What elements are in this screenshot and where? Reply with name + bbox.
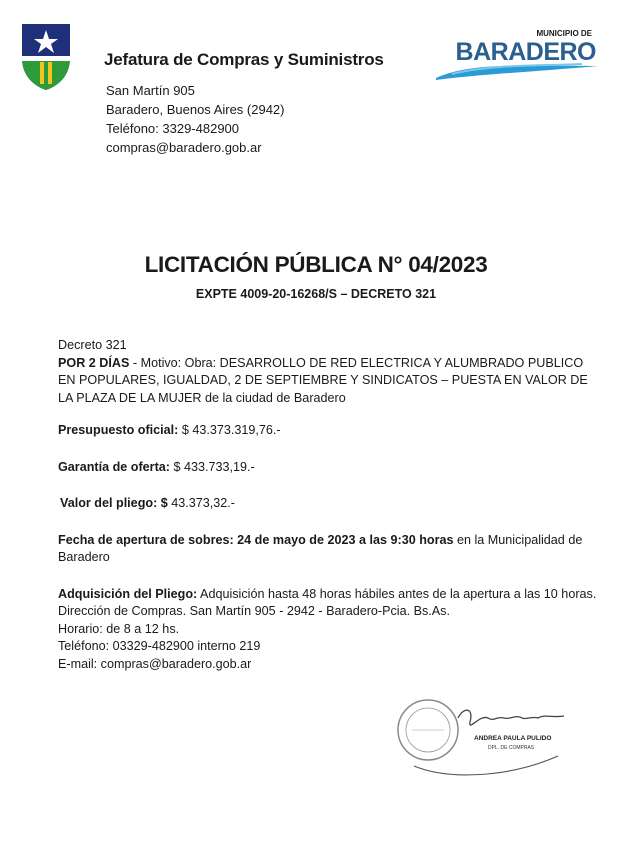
address-block [106, 81, 285, 157]
budget-value: $ 43.373.319,76.- [178, 423, 281, 437]
budget-line [58, 422, 603, 440]
opening-paragraph [58, 532, 603, 567]
decree-line: Decreto 321 [58, 338, 127, 352]
signer-name: ANDREA PAULA PULIDO [474, 735, 552, 742]
pliego-value-amount: 43.373,32.- [167, 496, 235, 510]
acquisition-email: E-mail: compras@baradero.gob.ar [58, 656, 252, 671]
acquisition-phone: Teléfono: 03329-482900 interno 219 [58, 639, 261, 653]
logo-small-text: MUNICIPIO DE [536, 29, 592, 38]
acquisition-text: Adquisición hasta 48 horas hábiles antes de la apertura a las 10 horas. [197, 586, 597, 601]
acquisition-label: Adquisición del Pliego: [58, 586, 198, 601]
opening-rest: en la Municipalidad de Baradero [58, 532, 583, 564]
signature-stamp [388, 688, 588, 788]
opening-label: Fecha de apertura de sobres: 24 de mayo de 2023 a las 9:30 horas [58, 532, 454, 547]
acquisition-office: Dirección de Compras. San Martín 905 - 2942 - Baradero-Pcia. Bs.As. [58, 604, 450, 618]
guarantee-value: $ 433.733,19.- [169, 459, 255, 474]
pliego-value-label: Valor del pliego: $ [60, 496, 168, 510]
motive-paragraph [58, 355, 603, 408]
acquisition-paragraph [58, 586, 603, 604]
guarantee-label: Garantía de oferta: [58, 459, 170, 474]
document-body [58, 337, 603, 673]
budget-label: Presupuesto oficial: [58, 423, 179, 437]
address-city: Baradero, Buenos Aires (2942) [106, 102, 285, 117]
logo-main-text: BARADERO [455, 38, 596, 66]
address-email: compras@baradero.gob.ar [106, 140, 262, 155]
days-label: POR 2 DÍAS [58, 355, 130, 370]
motive-text: - Motivo: Obra: DESARROLLO DE RED ELECTRICA Y ALUMBRADO PUBLICO EN POPULARES, IGUALDAD, 2 DE SEPTIEMBRE Y SINDICATOS – PUESTA EN VALOR DE LA PLAZA DE LA MUJER de la ciudad de Baradero [58, 355, 588, 405]
page-title: LICITACIÓN PÚBLICA N° 04/2023 [144, 252, 488, 277]
municipal-crest-icon [18, 20, 74, 92]
signer-role: DPL. DE COMPRAS [488, 745, 535, 751]
address-street: San Martín 905 [106, 83, 195, 98]
signature-scribble-icon [458, 710, 564, 725]
acquisition-hours: Horario: de 8 a 12 hs. [58, 621, 180, 636]
address-phone: Teléfono: 3329-482900 [106, 121, 240, 136]
pliego-value-line [58, 495, 603, 513]
page-subtitle: EXPTE 4009-20-16268/S – DECRETO 321 [195, 287, 437, 301]
department-heading: Jefatura de Compras y Suministros [104, 50, 384, 69]
guarantee-line [58, 459, 603, 477]
baradero-logo [432, 22, 602, 84]
